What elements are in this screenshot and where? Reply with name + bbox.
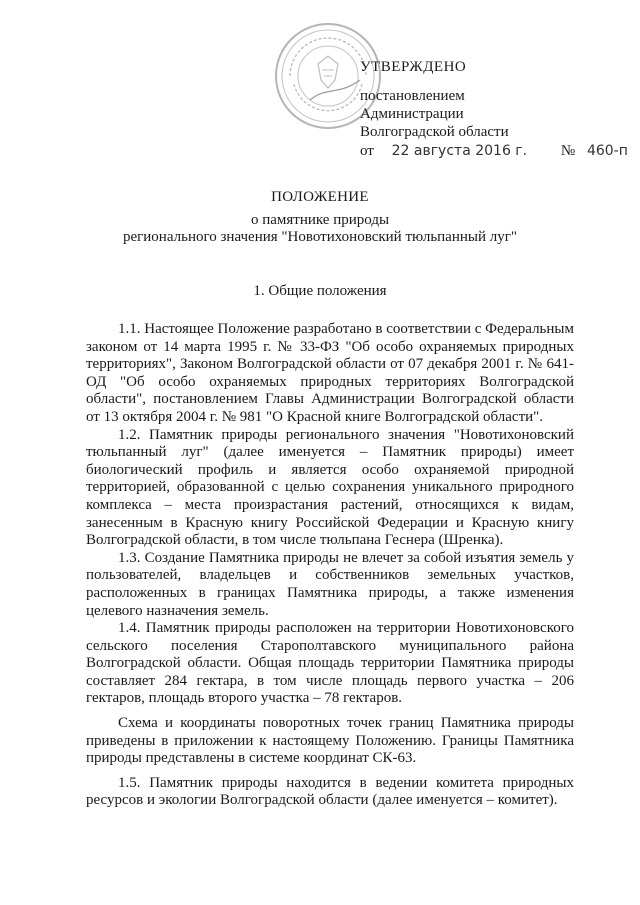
approval-line-3: Волгоградской области [360,124,509,140]
approval-line-2: Администрации [360,106,464,122]
approval-line-1: постановлением [360,88,465,104]
approval-title: УТВЕРЖДЕНО [360,59,467,75]
date-prefix: от [360,143,374,159]
number-prefix: № [560,143,576,159]
paragraph-1-2: 1.2. Памятник природы регионального значения "Новотихоновский тюльпанный луг" (далее именуется – Памятник природы) имеет биологический профиль и является особо охраняемой природной территорией, образованной с целью сохранения уникального природного комплекса – места произрастания растений, относящихся к видам, занесенным в Красную книгу Российской Федерации и Красную книгу Волгоградской области, в том числе тюльпана Геснера (Шренка). [86,426,574,549]
paragraph-scheme: Схема и координаты поворотных точек границ Памятника природы приведены в приложении к настоящему Положению. Границы Памятника природы представлены в системе координат СК-63. [86,715,574,767]
document-body [86,321,574,810]
paragraph-1-1: 1.1. Настоящее Положение разработано в соответствии с Федеральным законом от 14 марта 1995 г. № 33-ФЗ "Об особо охраняемых природных территориях", Законом Волгоградской области от 07 декабря 2001 г. № 641-ОД "Об особо охраняемых природных территориях Волгоградской области", постановлением Главы Администрации Волгоградской области от 13 октября 2004 г. № 981 "О Красной книге Волгоградской области". [86,321,574,425]
paragraph-1-5: 1.5. Памятник природы находится в ведении комитета природных ресурсов и экологии Волгоградской области (далее именуется – комитет). [86,774,574,809]
approval-date-line [360,143,628,160]
paragraph-1-4: 1.4. Памятник природы расположен на территории Новотихоновского сельского поселения Старополтавского муниципального района Волгоградской области. Общая площадь территории Памятника природы составляет 284 гектара, в том числе площадь первого участка – 206 гектаров, площадь второго участка – 78 гектаров. [86,620,574,707]
document-subtitle-2: регионального значения "Новотихоновский тюльпанный луг" [122,229,518,245]
section-heading: 1. Общие положения [253,283,387,299]
paragraph-1-3: 1.3. Создание Памятника природы не влечет за собой изъятия земель у пользователей, владельцев и собственников земельных участков, расположенных в границах Памятника природы, а также изменения целевого назначения земель. [86,549,574,619]
document-title: ПОЛОЖЕНИЕ [271,189,369,205]
document-subtitle-1: о памятнике природы [250,212,390,228]
date-value: 22 августа 2016 г. [391,143,528,159]
number-value: 460-п [586,143,628,159]
approval-block [360,58,509,141]
approval-spacer [360,76,509,87]
